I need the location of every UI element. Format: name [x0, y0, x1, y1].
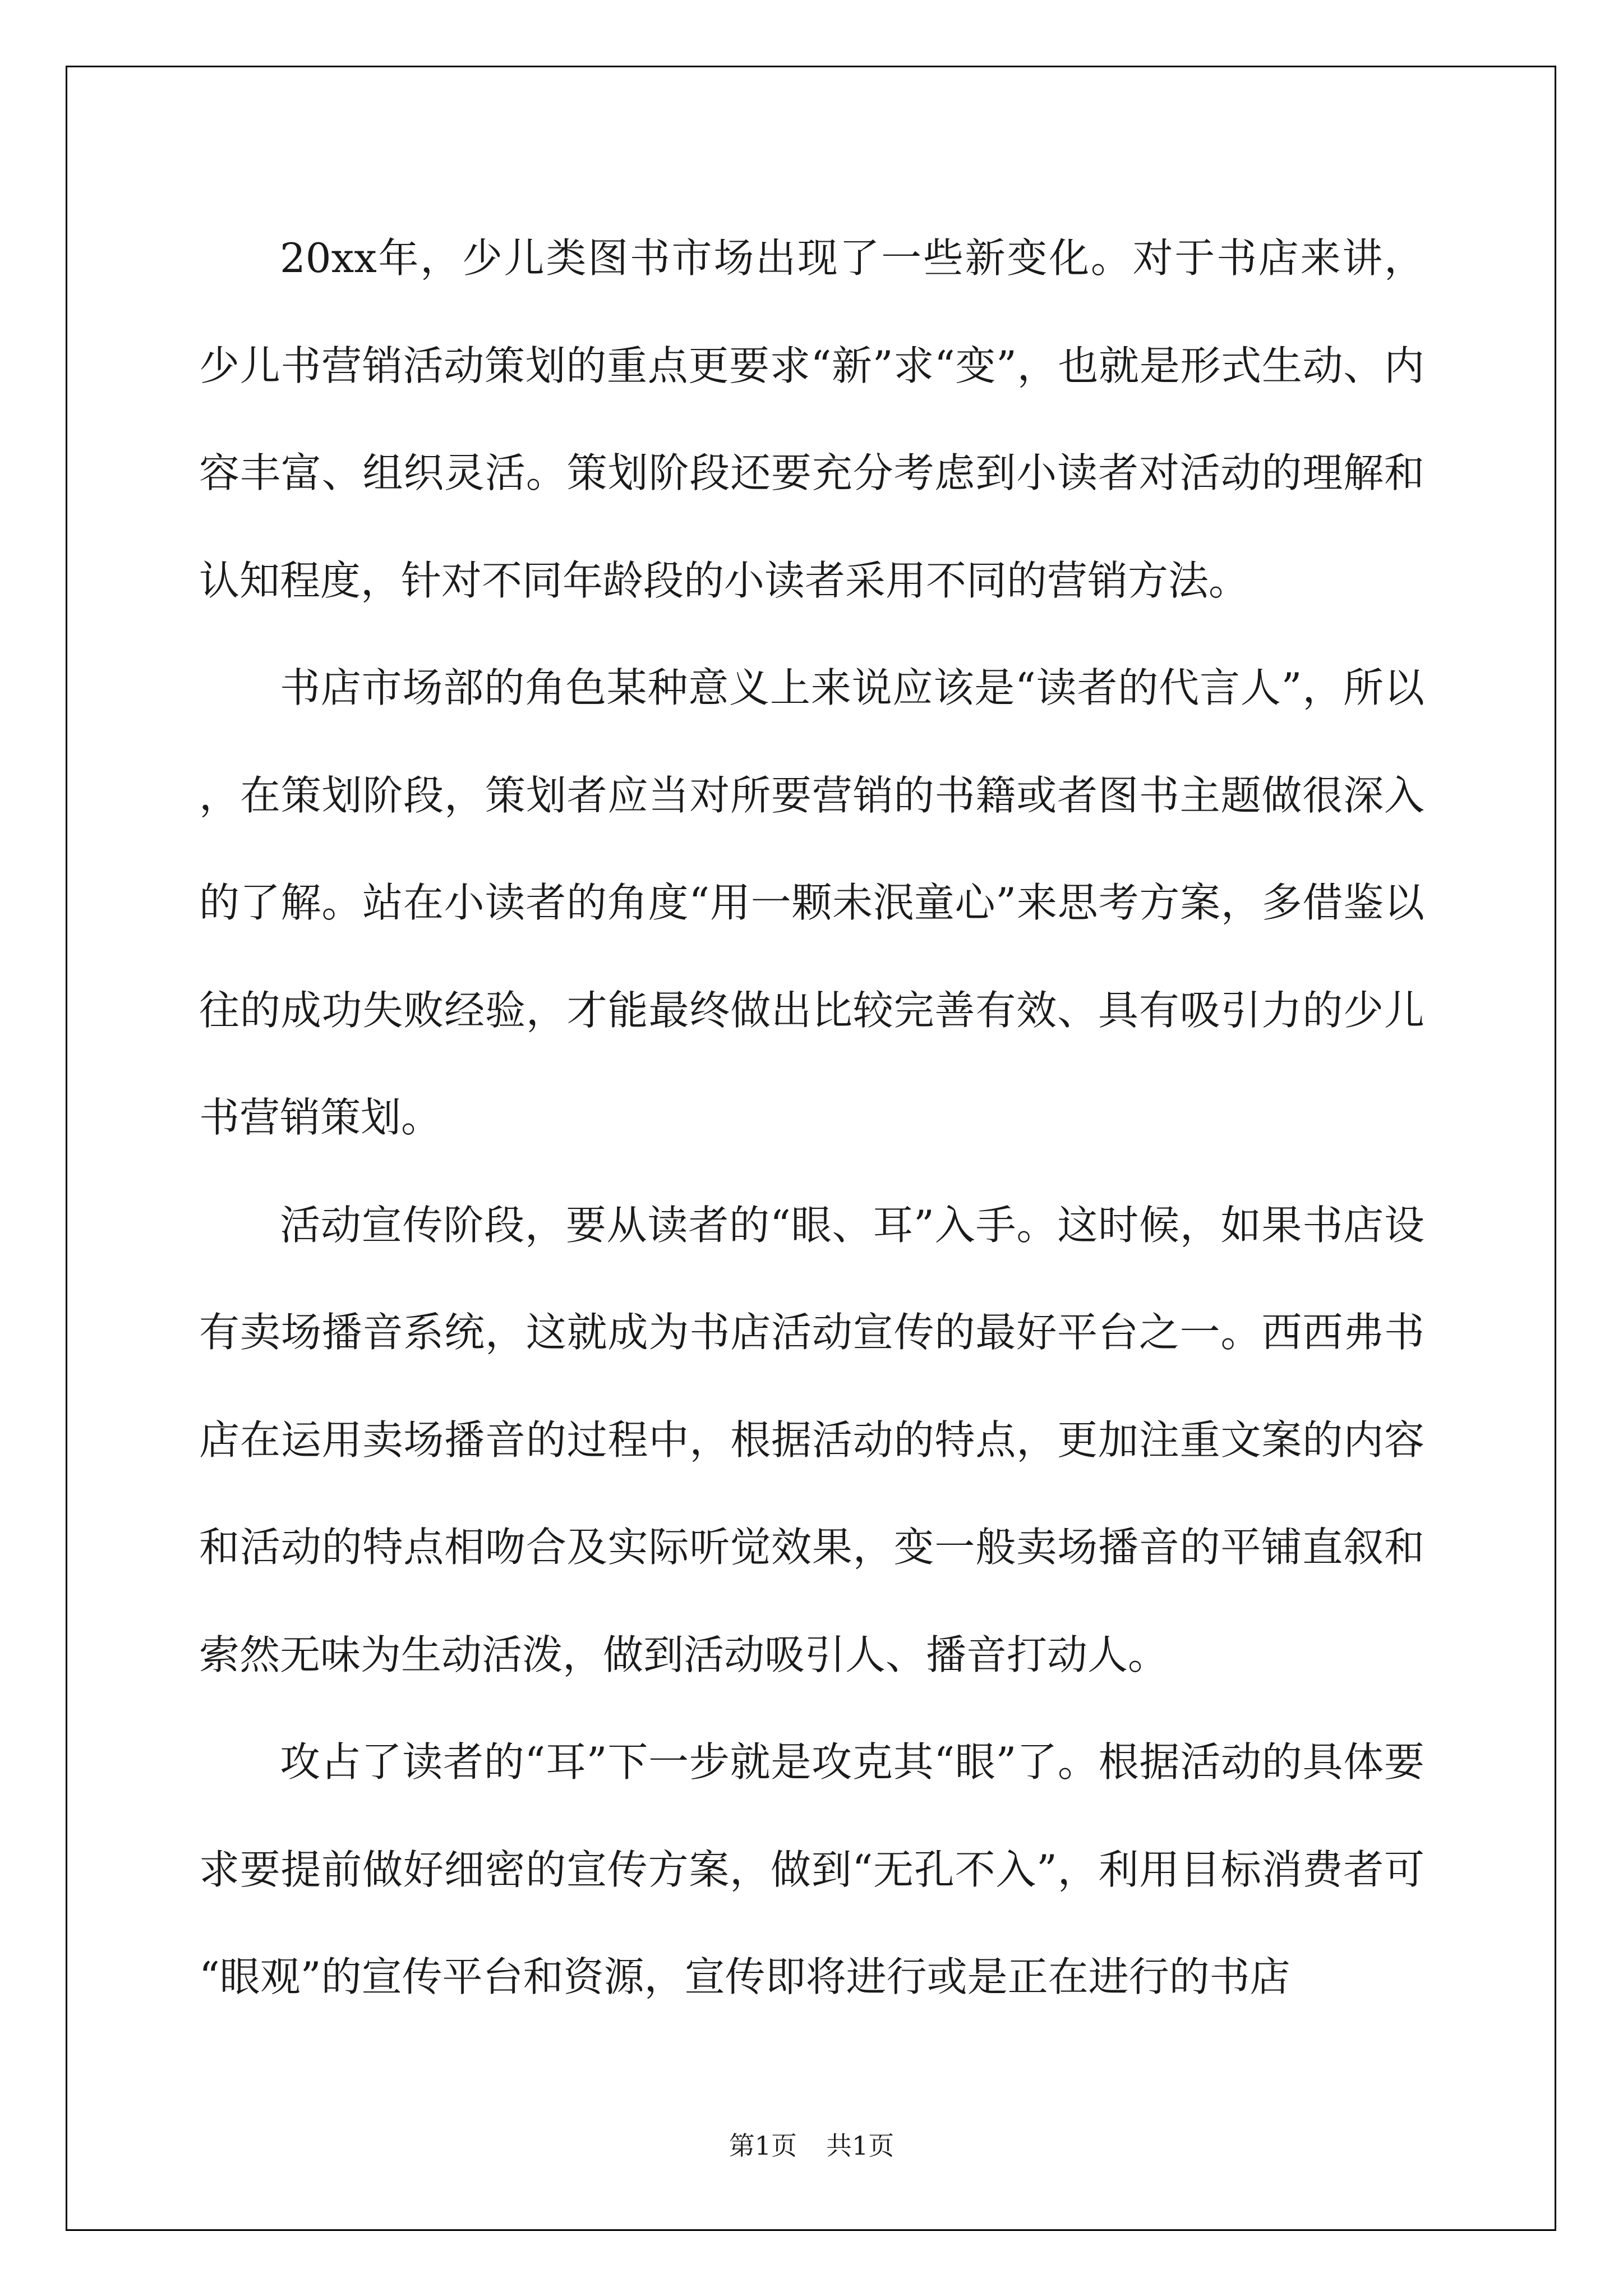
paragraph-4: 攻占了读者的“耳”下一步就是攻克其“眼”了。根据活动的具体要求要提前做好细密的宣传方案，做到“无孔不入”，利用目标消费者可“眼观”的宣传平台和资源，宣传即将进行或是正在进行的书店	[199, 1738, 1424, 2000]
page-footer	[0, 2129, 1623, 2162]
page-total: 共1页	[826, 2131, 895, 2161]
page-number: 第1页	[728, 2131, 797, 2161]
paragraph-3: 活动宣传阶段，要从读者的“眼、耳”入手。这时候，如果书店设有卖场播音系统，这就成为书店活动宣传的最好平台之一。西西弗书店在运用卖场播音的过程中，根据活动的特点，更加注重文案的内容和活动的特点相吻合及实际听觉效果，变一般卖场播音的平铺直叙和索然无味为生动活泼，做到活动吸引人、播音打动人。	[199, 1201, 1424, 1678]
document-body	[199, 205, 1424, 2031]
paragraph-1: 20xx年，少儿类图书市场出现了一些新变化。对于书店来讲，少儿书营销活动策划的重点更要求“新”求“变”，也就是形式生动、内容丰富、组织灵活。策划阶段还要充分考虑到小读者对活动的理解和认知程度，针对不同年龄段的小读者采用不同的营销方法。	[199, 234, 1424, 604]
paragraph-2: 书店市场部的角色某种意义上来说应该是“读者的代言人”，所以，在策划阶段，策划者应当对所要营销的书籍或者图书主题做很深入的了解。站在小读者的角度“用一颗未泯童心”来思考方案，多借鉴以往的成功失败经验，才能最终做出比较完善有效、具有吸引力的少儿书营销策划。	[199, 664, 1424, 1141]
